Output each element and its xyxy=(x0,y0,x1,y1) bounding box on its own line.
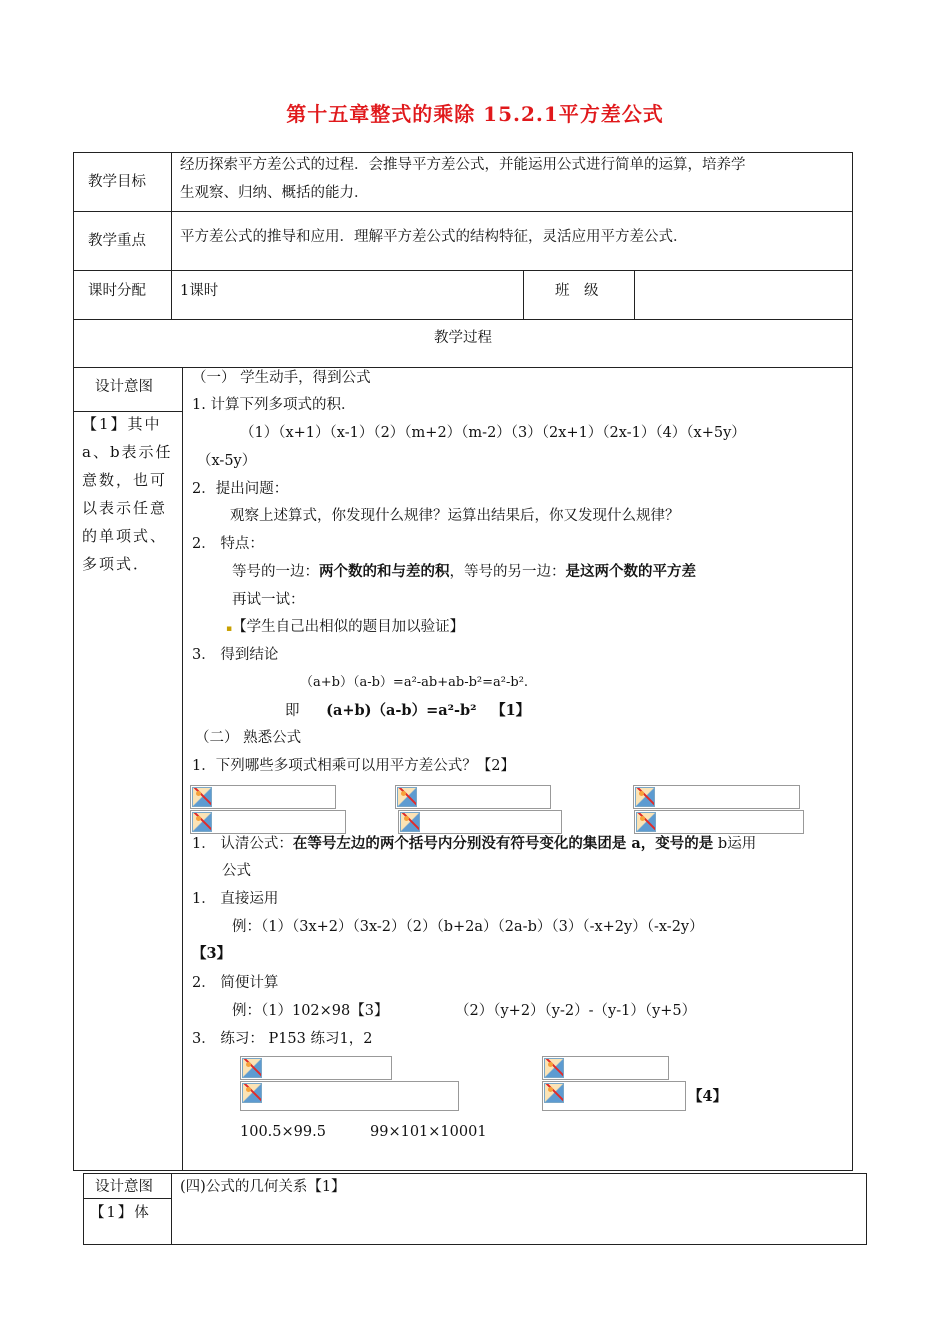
feature-text xyxy=(232,565,696,580)
side-note-line: 【1】其中 xyxy=(82,415,162,433)
derivation: （a+b）（a-b）=a²-ab+ab-b²=a²-b². xyxy=(300,675,529,690)
formula-lead: 即 xyxy=(285,703,300,719)
formula-image xyxy=(634,810,804,834)
feature-part: 两个数的和与差的积 xyxy=(319,563,450,580)
broken-image-icon xyxy=(636,812,656,832)
bottom-note: 【1】体 xyxy=(90,1205,151,1221)
question-1-expressions-cont: （x-5y） xyxy=(197,453,257,469)
formula-image xyxy=(633,785,800,809)
direct-use-examples: 例：（1）（3x+2）（3x-2）（2）（b+2a）（2a-b）（3）（-x+2y）（-x-2y） xyxy=(232,919,704,935)
side-note-line: 以表示任意 xyxy=(82,499,168,517)
question-2: 2．提出问题： xyxy=(192,481,289,497)
practice-tag: 【4】 xyxy=(688,1088,728,1105)
time-value: 1课时 xyxy=(180,283,219,299)
formula-image xyxy=(395,785,551,809)
verify-text xyxy=(226,620,464,635)
feature-heading: 2． 特点： xyxy=(192,536,264,552)
question-2-text: 观察上述算式，你发现什么规律？运算出结果后，你又发现什么规律？ xyxy=(230,508,680,524)
geometry-section-title: (四)公式的几何关系【1】 xyxy=(180,1179,346,1195)
class-label: 班 级 xyxy=(555,283,599,299)
simple-calc-example-1: 例：（1）102×98【3】 xyxy=(232,1003,389,1019)
process-header: 教学过程 xyxy=(434,330,492,346)
practice-image xyxy=(240,1056,392,1080)
focus-label: 教学重点 xyxy=(88,233,146,249)
verify-label: 【学生自己出相似的题目加以验证】 xyxy=(232,619,465,635)
practice-heading: 3． 练习： P153 练习1，2 xyxy=(192,1031,373,1047)
feature-part: 是这两个数的平方差 xyxy=(565,563,696,580)
side-note xyxy=(82,410,173,578)
side-note-line: 多项式． xyxy=(82,555,151,573)
broken-image-icon xyxy=(192,812,212,832)
side-note-line: a、b表示任 xyxy=(82,443,173,461)
question-1-expressions: （1）（x+1）（x-1）（2）（m+2）（m-2）（3）（2x+1）（2x-1）（4）（x+5y） xyxy=(240,425,746,441)
formula: (a+b)（a-b）=a²-b² xyxy=(326,702,477,719)
direct-use-heading: 1． 直接运用 xyxy=(192,891,279,907)
formula-image xyxy=(190,810,346,834)
broken-image-icon xyxy=(635,787,655,807)
feature-part: ，等号的另一边： xyxy=(449,564,566,580)
broken-image-icon xyxy=(192,787,212,807)
practice-calc-1: 100.5×99.5 xyxy=(240,1124,326,1140)
goal-text-line2: 生观察、归纳、概括的能力． xyxy=(180,185,369,201)
formula-line xyxy=(285,704,530,719)
recognize-rule: 在等号左边的两个括号内分别没有符号变化的集团是 a，变号的是 xyxy=(292,835,714,852)
conclusion-heading: 3． 得到结论 xyxy=(192,647,279,663)
practice-calc-2: 99×101×10001 xyxy=(370,1124,487,1140)
recognize-formula-cont: 公式 xyxy=(222,863,251,879)
page-title: 第十五章整式的乘除 15.2.1平方差公式 xyxy=(286,102,664,126)
goal-text-line1: 经历探索平方差公式的过程．会推导平方差公式，并能运用公式进行简单的运算，培养学 xyxy=(180,157,746,173)
broken-image-icon xyxy=(242,1058,262,1078)
section2-question: 1．下列哪些多项式相乘可以用平方差公式？【2】 xyxy=(192,758,515,774)
broken-image-icon xyxy=(242,1083,262,1103)
annotation-mark: ▪ xyxy=(226,624,233,634)
broken-image-icon xyxy=(544,1083,564,1103)
direct-use-tag: 【3】 xyxy=(192,945,232,962)
practice-image xyxy=(542,1056,669,1080)
practice-image xyxy=(542,1081,686,1111)
goal-label: 教学目标 xyxy=(88,174,146,190)
formula-tag: 【1】 xyxy=(491,702,531,719)
simple-calc-heading: 2． 简便计算 xyxy=(192,975,279,991)
broken-image-icon xyxy=(400,812,420,832)
broken-image-icon xyxy=(544,1058,564,1078)
simple-calc-example-2: （2）（y+2）（y-2）-（y-1）（y+5） xyxy=(455,1003,697,1019)
retry-text: 再试一试： xyxy=(232,592,305,608)
practice-image xyxy=(240,1081,459,1111)
side-note-line: 意数，也可 xyxy=(82,471,168,489)
recognize-tail: b运用 xyxy=(713,836,757,852)
formula-image xyxy=(190,785,336,809)
question-1: 1. 计算下列多项式的积． xyxy=(192,397,356,413)
formula-image xyxy=(398,810,562,834)
section2-title: （二） 熟悉公式 xyxy=(195,730,302,746)
bottom-design-intent-label: 设计意图 xyxy=(95,1179,153,1195)
time-label: 课时分配 xyxy=(88,283,146,299)
section1-title: （一） 学生动手，得到公式 xyxy=(192,370,371,386)
recognize-formula xyxy=(192,837,756,852)
feature-part: 等号的一边： xyxy=(232,564,319,580)
design-intent-label: 设计意图 xyxy=(95,379,153,395)
broken-image-icon xyxy=(397,787,417,807)
focus-text: 平方差公式的推导和应用．理解平方差公式的结构特征，灵活应用平方差公式． xyxy=(180,229,688,245)
side-note-line: 的单项式、 xyxy=(82,527,168,545)
recognize-lead: 1． 认清公式： xyxy=(192,836,293,852)
